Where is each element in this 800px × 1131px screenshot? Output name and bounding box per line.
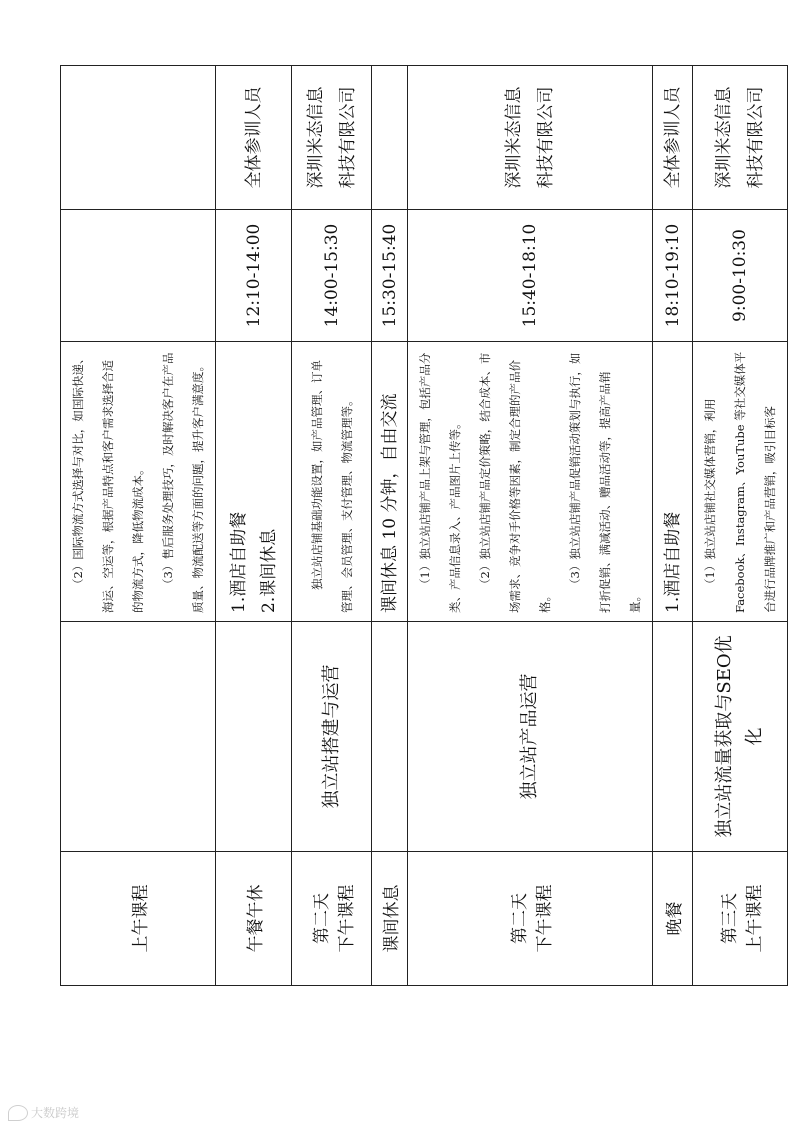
content-cell: 1.酒店自助餐 (653, 342, 693, 622)
table-row (693, 66, 788, 986)
topic-cell (61, 622, 216, 852)
table-row (292, 66, 372, 986)
content-cell: （2）国际物流方式选择与对比，如国际快递、海运、空运等，根据产品特点和客户需求选择合适的物流方式，降低物流成本。 （3）售后服务处理技巧，及时解决客户在产品质量、物流配送等方面的问题，提升客户满意度。 (61, 342, 216, 622)
topic-cell (216, 622, 292, 852)
table-row (216, 66, 292, 986)
brand-logo-icon (8, 1105, 28, 1121)
instructor-cell: 深圳米态信息 科技有限公司 (408, 66, 653, 210)
topic-cell: 独立站搭建与运营 (292, 622, 372, 852)
topic-cell: 独立站产品运营 (408, 622, 653, 852)
topic-cell: 独立站流量获取与SEO优 化 (693, 622, 788, 852)
time-cell: 14:00-15:30 (292, 210, 372, 342)
training-schedule-table (60, 65, 788, 986)
time-cell: 15:40-18:10 (408, 210, 653, 342)
time-cell: 9:00-10:30 (693, 210, 788, 342)
content-cell: 独立站店铺基础功能设置，如产品管理、订单管理、会员管理、支付管理、物流管理等。 (292, 342, 372, 622)
table-row (372, 66, 408, 986)
instructor-cell (372, 66, 408, 210)
session-cell: 课间休息 (372, 852, 408, 986)
watermark-text: 大数跨境 (31, 1106, 80, 1120)
time-cell: 15:30-15:40 (372, 210, 408, 342)
time-cell: 18:10-19:10 (653, 210, 693, 342)
instructor-cell: 深圳米态信息 科技有限公司 (693, 66, 788, 210)
content-cell: 课间休息 10 分钟，自由交流 (372, 342, 408, 622)
session-cell: 午餐午休 (216, 852, 292, 986)
content-cell: 1.酒店自助餐 2.课间休息 (216, 342, 292, 622)
time-cell (61, 210, 216, 342)
time-cell: 12:10-14:00 (216, 210, 292, 342)
session-cell: 第二天 下午课程 (408, 852, 653, 986)
instructor-cell: 全体参训人员 (216, 66, 292, 210)
instructor-cell (61, 66, 216, 210)
session-cell: 晚餐 (653, 852, 693, 986)
table-row (408, 66, 653, 986)
session-cell: 第二天 下午课程 (292, 852, 372, 986)
session-cell: 第三天 上午课程 (693, 852, 788, 986)
table-row (61, 66, 216, 986)
watermark (8, 1104, 79, 1121)
topic-cell (653, 622, 693, 852)
topic-cell (372, 622, 408, 852)
instructor-cell: 全体参训人员 (653, 66, 693, 210)
content-cell: （1）独立站店铺社交媒体营销，利用 Facebook、Instagram、YouTube 等社交媒体平台进行品牌推广和产品营销，吸引目标客 (693, 342, 788, 622)
session-cell: 上午课程 (61, 852, 216, 986)
instructor-cell: 深圳米态信息 科技有限公司 (292, 66, 372, 210)
table-row (653, 66, 693, 986)
content-cell: （1）独立站店铺产品上架与管理，包括产品分类、产品信息录入、产品图片上传等。 （2）独立站店铺产品定价策略，结合成本、市场需求、竞争对手价格等因素，制定合理的产品价格。 （3）独立站店铺产品促销活动策划与执行，如打折促销、满减活动、赠品活动等，提高产品销量。 (408, 342, 653, 622)
